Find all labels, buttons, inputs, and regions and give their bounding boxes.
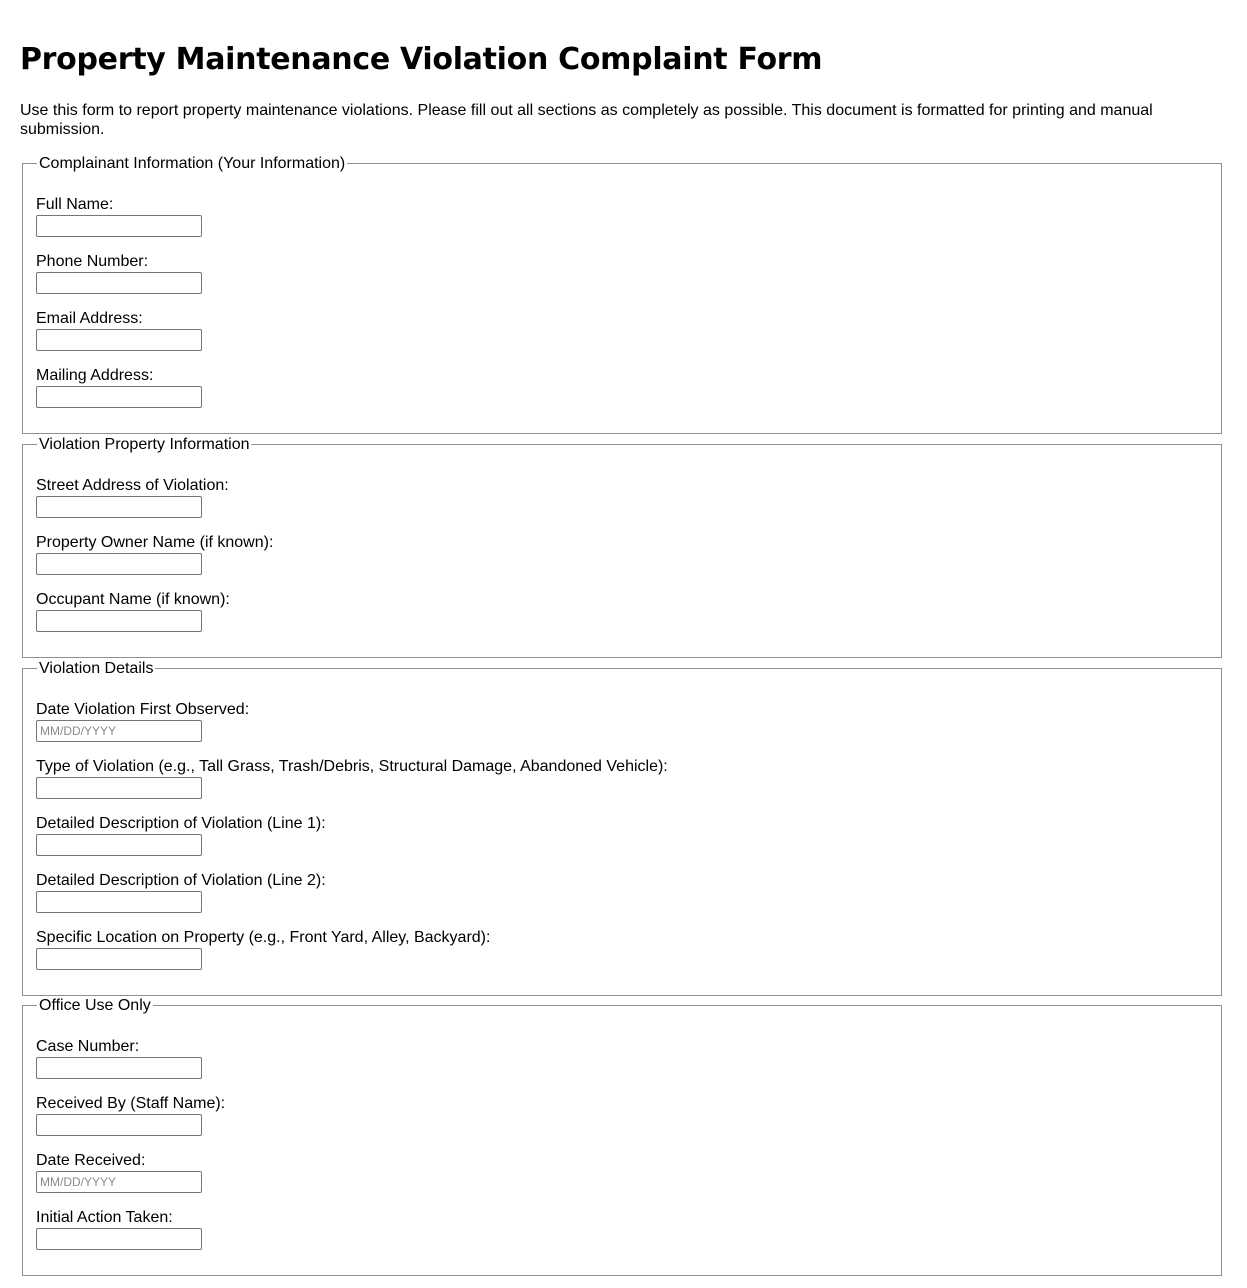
description-line1-label: Detailed Description of Violation (Line 1): bbox=[36, 815, 326, 832]
initial-action-input[interactable] bbox=[36, 1228, 202, 1250]
description-line2-input[interactable] bbox=[36, 891, 202, 913]
mailing-address-label: Mailing Address: bbox=[36, 367, 154, 384]
occupant-name-input[interactable] bbox=[36, 610, 202, 632]
property-section-legend: Violation Property Information bbox=[39, 436, 250, 453]
full-name-field bbox=[36, 195, 202, 237]
owner-name-input[interactable] bbox=[36, 553, 202, 575]
phone-number-label: Phone Number: bbox=[36, 253, 149, 270]
date-observed-field bbox=[36, 700, 249, 742]
case-number-field bbox=[36, 1037, 202, 1079]
description-line1-input[interactable] bbox=[36, 834, 202, 856]
description-line1-field bbox=[36, 814, 326, 856]
street-address-label: Street Address of Violation: bbox=[36, 477, 229, 494]
form-intro: Use this form to report property maintenance violations. Please fill out all sections as completely as possible. This document is formatted for printing and manual submission. bbox=[20, 102, 1153, 138]
owner-name-label: Property Owner Name (if known): bbox=[36, 534, 274, 551]
complainant-section-legend: Complainant Information (Your Information) bbox=[39, 155, 346, 172]
details-section-legend: Violation Details bbox=[39, 660, 154, 677]
page-title: Property Maintenance Violation Complaint Form bbox=[20, 42, 823, 77]
email-address-input[interactable] bbox=[36, 329, 202, 351]
initial-action-label: Initial Action Taken: bbox=[36, 1209, 173, 1226]
occupant-name-field bbox=[36, 590, 230, 632]
form-page bbox=[0, 0, 1247, 139]
email-address-field bbox=[36, 309, 202, 351]
details-section bbox=[22, 660, 1222, 996]
full-name-input[interactable] bbox=[36, 215, 202, 237]
case-number-label: Case Number: bbox=[36, 1038, 140, 1055]
full-name-label: Full Name: bbox=[36, 196, 114, 213]
violation-type-field bbox=[36, 757, 668, 799]
owner-name-field bbox=[36, 533, 273, 575]
street-address-field bbox=[36, 476, 229, 518]
initial-action-field bbox=[36, 1208, 202, 1250]
phone-number-field bbox=[36, 252, 202, 294]
property-section bbox=[22, 436, 1222, 658]
description-line2-field bbox=[36, 871, 326, 913]
received-by-input[interactable] bbox=[36, 1114, 202, 1136]
date-observed-input[interactable] bbox=[36, 720, 202, 742]
mailing-address-field bbox=[36, 366, 202, 408]
received-by-label: Received By (Staff Name): bbox=[36, 1095, 226, 1112]
date-observed-label: Date Violation First Observed: bbox=[36, 701, 250, 718]
date-received-input[interactable] bbox=[36, 1171, 202, 1193]
occupant-name-label: Occupant Name (if known): bbox=[36, 591, 230, 608]
date-received-field bbox=[36, 1151, 202, 1193]
complainant-section bbox=[22, 155, 1222, 434]
email-address-label: Email Address: bbox=[36, 310, 143, 327]
specific-location-field bbox=[36, 928, 490, 970]
case-number-input[interactable] bbox=[36, 1057, 202, 1079]
street-address-input[interactable] bbox=[36, 496, 202, 518]
specific-location-label: Specific Location on Property (e.g., Front Yard, Alley, Backyard): bbox=[36, 929, 491, 946]
mailing-address-input[interactable] bbox=[36, 386, 202, 408]
date-received-label: Date Received: bbox=[36, 1152, 146, 1169]
phone-number-input[interactable] bbox=[36, 272, 202, 294]
received-by-field bbox=[36, 1094, 225, 1136]
violation-type-label: Type of Violation (e.g., Tall Grass, Trash/Debris, Structural Damage, Abandoned Vehicle): bbox=[36, 758, 668, 775]
office-section bbox=[22, 997, 1222, 1276]
specific-location-input[interactable] bbox=[36, 948, 202, 970]
office-section-legend: Office Use Only bbox=[39, 997, 151, 1014]
violation-type-input[interactable] bbox=[36, 777, 202, 799]
description-line2-label: Detailed Description of Violation (Line 2): bbox=[36, 872, 326, 889]
